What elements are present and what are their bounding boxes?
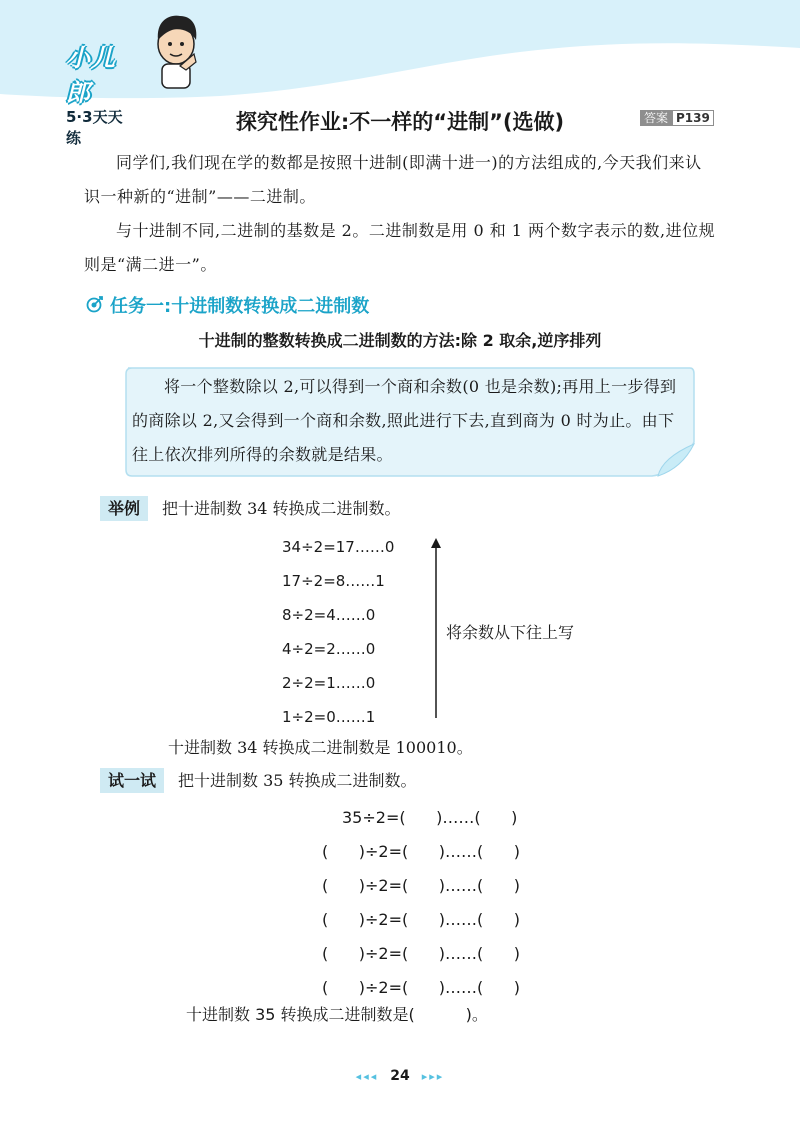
example-step: 34÷2=17……0 bbox=[282, 538, 395, 556]
intro-paragraph-2: 与十进制不同,二进制的基数是 2。二进制数是用 0 和 1 两个数字表示的数,进位规则是“满二进一”。 bbox=[84, 221, 716, 274]
example-step: 1÷2=0……1 bbox=[282, 708, 376, 726]
answer-reference bbox=[640, 109, 714, 126]
example-label: 举例 bbox=[100, 496, 148, 521]
right-arrows-icon: ▸▸▸ bbox=[421, 1070, 445, 1083]
brand-series: 5·3天天练 bbox=[66, 108, 123, 147]
arrow-caption: 将余数从下往上写 bbox=[446, 623, 575, 642]
practice-label: 试一试 bbox=[100, 768, 164, 793]
practice-answer-line[interactable]: ( )÷2=( )……( ) bbox=[322, 978, 520, 997]
target-icon bbox=[86, 295, 104, 313]
mascot-boy-illustration bbox=[150, 10, 202, 90]
page-footer bbox=[0, 1068, 800, 1084]
brand-name: 小儿郎 bbox=[66, 44, 116, 107]
intro-paragraph-1: 同学们,我们现在学的数都是按照十进制(即满十进一)的方法组成的,今天我们来认识一种新的“进制”——二进制。 bbox=[84, 153, 702, 206]
practice-answer-line[interactable]: 35÷2=( )……( ) bbox=[342, 808, 518, 827]
answer-label: 答案 bbox=[640, 110, 672, 126]
practice-answer-line[interactable]: ( )÷2=( )……( ) bbox=[322, 910, 520, 929]
method-description: 将一个整数除以 2,可以得到一个商和余数(0 也是余数);再用上一步得到的商除以 2,又会得到一个商和余数,照此进行下去,直到商为 0 时为止。由下往上依次排列所得的余数就是结果。 bbox=[132, 377, 677, 464]
example-step: 4÷2=2……0 bbox=[282, 640, 376, 658]
page-number: 24 bbox=[390, 1068, 410, 1084]
left-arrows-icon: ◂◂◂ bbox=[355, 1070, 379, 1083]
practice-result[interactable]: 十进制数 35 转换成二进制数是( )。 bbox=[186, 1005, 488, 1024]
example-step: 17÷2=8……1 bbox=[282, 572, 385, 590]
answer-page: P139 bbox=[672, 110, 714, 126]
example-text: 把十进制数 34 转换成二进制数。 bbox=[162, 499, 401, 518]
example-result: 十进制数 34 转换成二进制数是 100010。 bbox=[168, 738, 473, 757]
task-heading: 任务一:十进制数转换成二进制数 bbox=[110, 296, 370, 317]
practice-line bbox=[100, 768, 417, 791]
method-title: 十进制的整数转换成二进制数的方法:除 2 取余,逆序排列 bbox=[198, 331, 602, 350]
practice-answer-line[interactable]: ( )÷2=( )……( ) bbox=[322, 842, 520, 861]
example-step: 8÷2=4……0 bbox=[282, 606, 376, 624]
practice-answer-line[interactable]: ( )÷2=( )……( ) bbox=[322, 876, 520, 895]
page-title: 探究性作业:不一样的“进制”(选做) bbox=[235, 110, 565, 134]
example-line bbox=[100, 496, 401, 519]
practice-answer-line[interactable]: ( )÷2=( )……( ) bbox=[322, 944, 520, 963]
up-arrow-icon bbox=[426, 536, 446, 720]
example-step: 2÷2=1……0 bbox=[282, 674, 376, 692]
practice-text: 把十进制数 35 转换成二进制数。 bbox=[178, 771, 417, 790]
